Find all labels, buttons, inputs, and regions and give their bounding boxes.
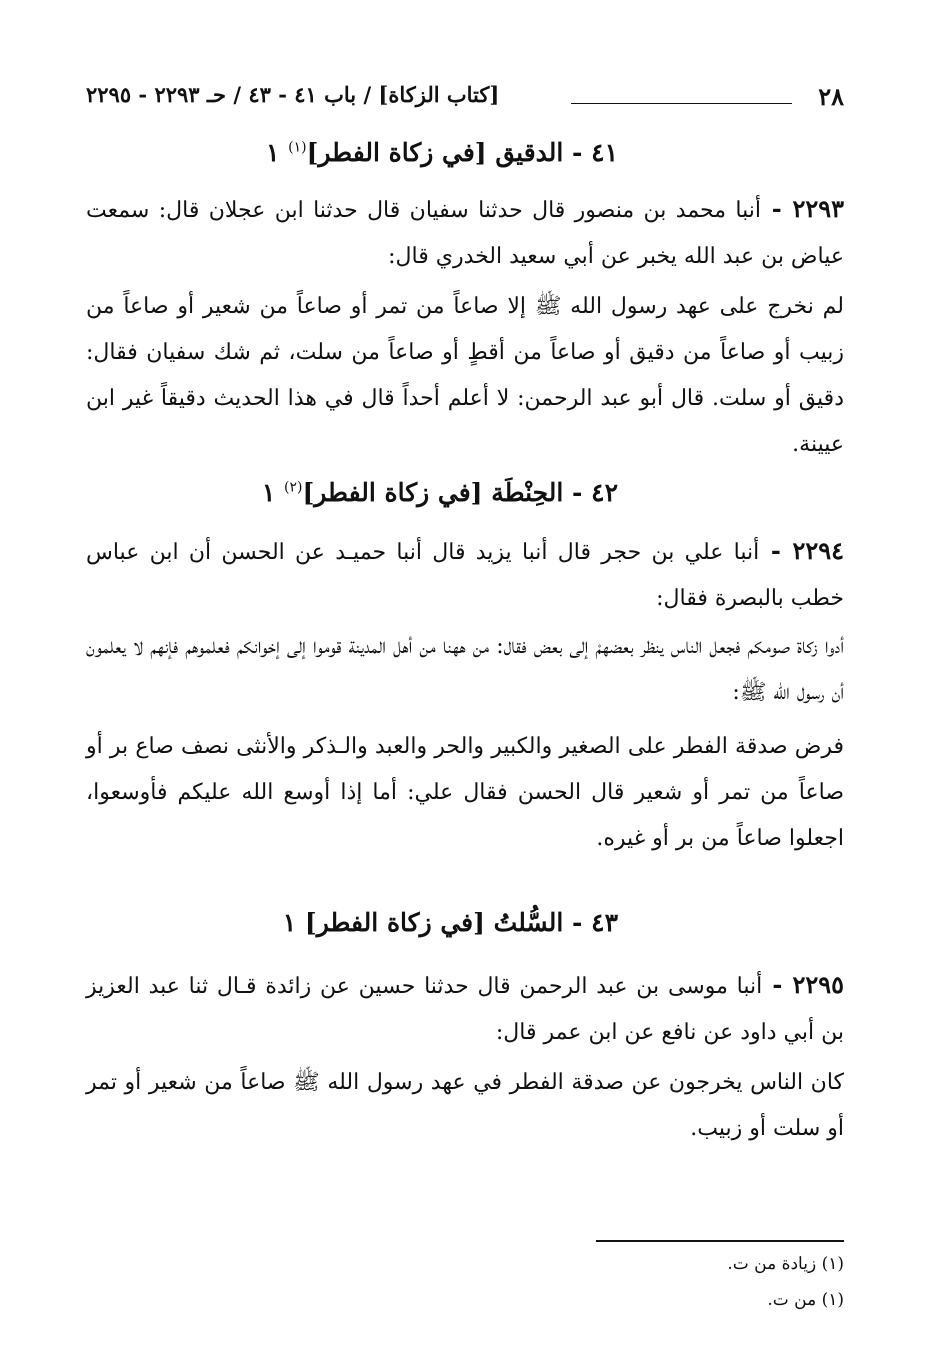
running-header bbox=[86, 82, 844, 116]
section-title-41 bbox=[266, 138, 618, 167]
hadith-2295-matn bbox=[86, 1060, 844, 1152]
hadith-2294-matn-1 bbox=[86, 624, 844, 716]
hadith-number: ٢٢٩٣ - bbox=[761, 194, 845, 223]
section-title-suffix: ١ bbox=[265, 138, 289, 167]
page-number: ٢٨ bbox=[818, 82, 844, 111]
matn-paragraph: فرض صدقة الفطر على الصغير والكبير والحر والعبد والـذكر والأنثى نصف صاع بر أو صاعاً من تمر أو شعير قال الحسن فقال علي: أما إذا أوسع الله عليكم فأوسعوا، اجعلوا صاعاً من بر أو غيره. bbox=[86, 734, 844, 851]
footnote-2: (١) من ت. bbox=[767, 1290, 844, 1310]
section-title-43 bbox=[283, 908, 618, 937]
hadith-2293-matn bbox=[86, 284, 844, 468]
matn-paragraph: كان الناس يخرجون عن صدقة الفطر في عهد رسول الله ﷺ صاعاً من شعير أو تمر أو سلت أو زبيب. bbox=[86, 1070, 844, 1141]
hadith-number: ٢٢٩٤ - bbox=[759, 536, 845, 565]
section-title-text: ٤٢ - الحِنْطَة [في زكاة الفطر] bbox=[302, 478, 618, 507]
section-title-text: ٤١ - الدقيق [في زكاة الفطر] bbox=[306, 138, 618, 167]
footnote-ref: (٢) bbox=[283, 479, 303, 496]
hadith-2294-matn-2 bbox=[86, 724, 844, 862]
section-title-suffix: ١ bbox=[261, 478, 284, 507]
isnad-text: أنبا محمد بن منصور قال حدثنا سفيان قال حدثنا ابن عجلان قال: سمعت عياض بن عبد الله يخبر عن أبي سعيد الخدري قال: bbox=[86, 198, 844, 269]
section-title-text: ٤٣ - السُّلتُ [في زكاة الفطر] bbox=[304, 908, 618, 937]
section-title-42 bbox=[262, 478, 618, 507]
isnad-text: أنبا موسى بن عبد الرحمن قال حدثنا حسين عن زائدة قـال ثنا عبد العزيز بن أبي داود عن نافع عن ابن عمر قال: bbox=[86, 974, 844, 1045]
hadith-number: ٢٢٩٥ - bbox=[762, 970, 845, 999]
footnote-ref: (١) bbox=[288, 139, 307, 156]
section-title-suffix: ١ bbox=[282, 908, 305, 937]
matn-paragraph: لم نخرج على عهد رسول الله ﷺ إلا صاعاً من تمر أو صاعاً من شعير أو صاعاً من زبيب أو صاعاً من دقيق أو صاعاً من أقطٍ أو صاعاً من سلت، ثم شك سفيان فقال: دقيق أو سلت. قال أبو عبد الرحمن: لا أعلم أحداً قال في هذا الحديث دقيقاً غير ابن عيينة. bbox=[86, 294, 844, 457]
hadith-2293-isnad bbox=[86, 186, 844, 280]
isnad-text: أنبا علي بن حجر قال أنبا يزيد قال أنبا حميـد عن الحسن أن ابن عباس خطب بالبصرة فقال: bbox=[86, 540, 844, 611]
matn-paragraph: أدوا زكاة صومكم فجعل الناس ينظر بعضهمْ إلى بعض فقال: من ههنا من أهل المدينة قوموا إلى إخوانكم فعلموهم فإنهم لا يعلمون أن رسول الله ﷺ: bbox=[86, 634, 844, 705]
header-rule bbox=[571, 103, 792, 104]
hadith-2295-isnad bbox=[86, 962, 844, 1056]
footnote-rule bbox=[596, 1240, 844, 1242]
running-title: [كتاب الزكاة] / باب ٤١ - ٤٣ / حـ ٢٢٩٣ - ٢٢٩٥ bbox=[86, 82, 500, 107]
hadith-2294-isnad bbox=[86, 528, 844, 622]
footnote-1: (١) زيادة من ت. bbox=[727, 1254, 844, 1274]
